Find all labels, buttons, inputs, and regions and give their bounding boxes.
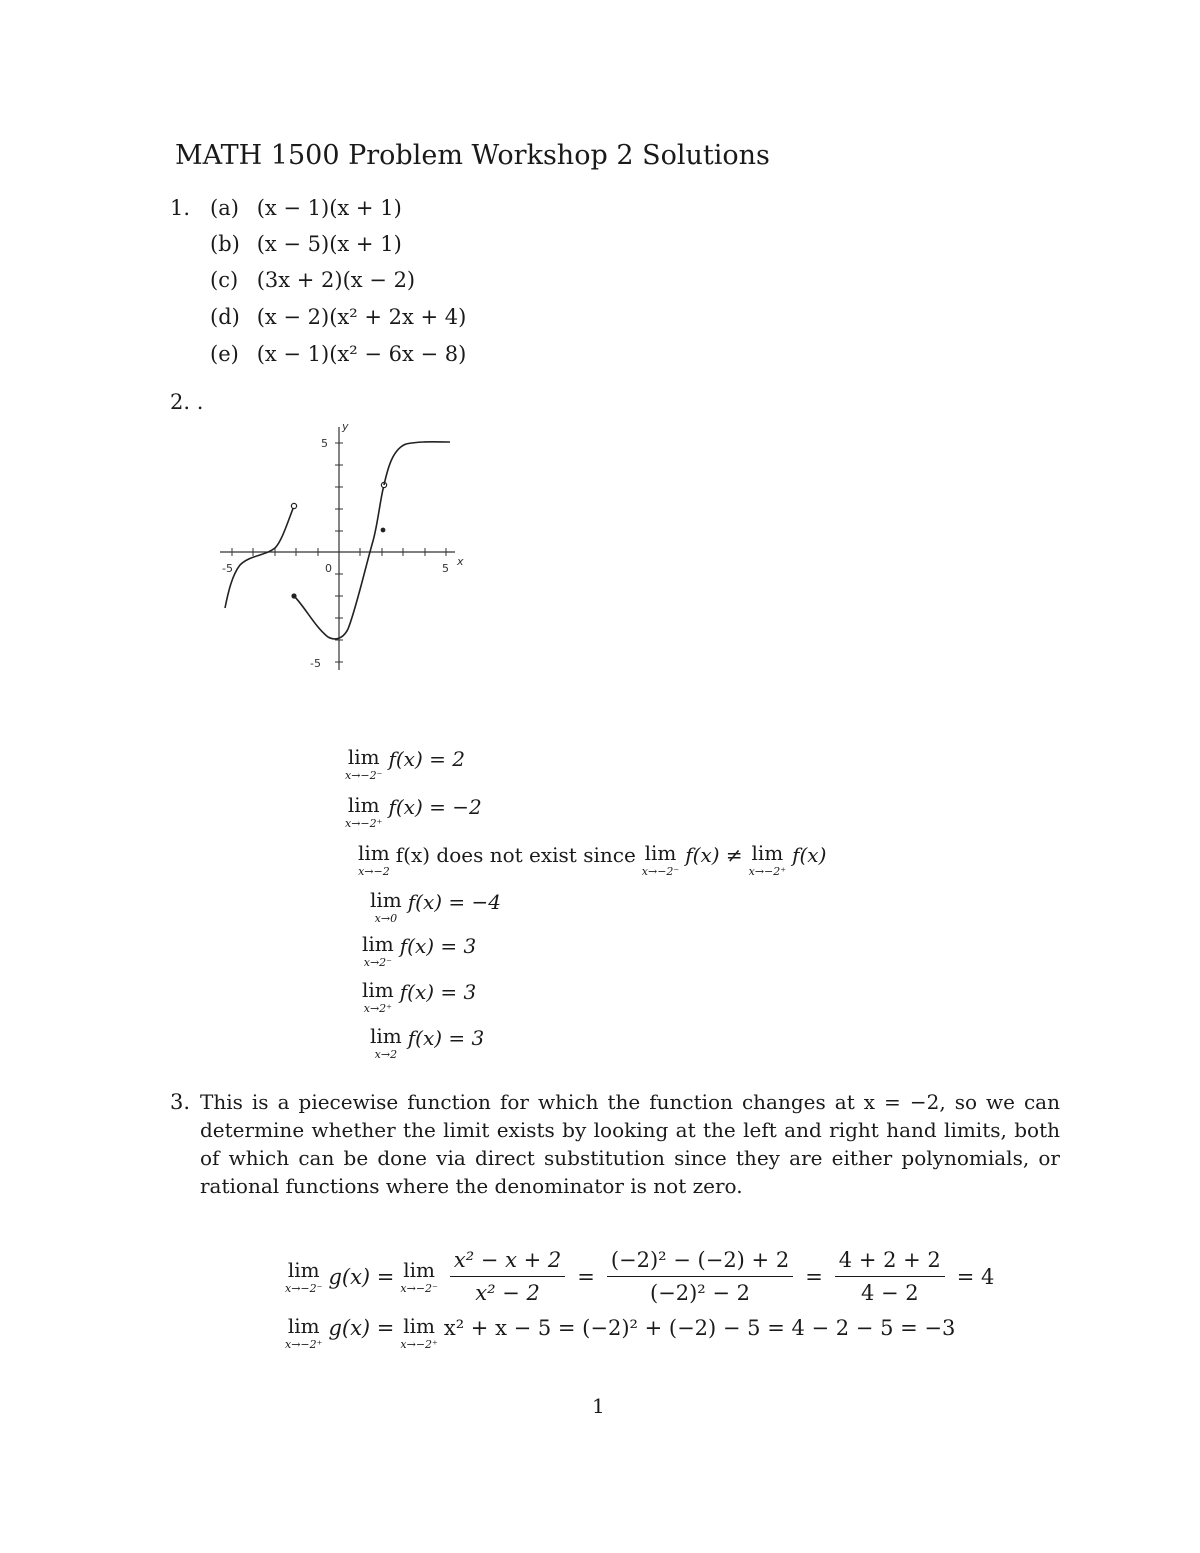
lim-word: lim xyxy=(370,1024,402,1048)
lim-subscript: x→−2⁺ xyxy=(345,817,383,830)
part-expression: (x − 1)(x² − 6x − 8) xyxy=(256,342,467,366)
fraction-denominator: (−2)² − 2 xyxy=(649,1281,751,1305)
fraction-2 xyxy=(607,1248,793,1305)
fraction-numerator: (−2)² − (−2) + 2 xyxy=(607,1248,793,1277)
limit-line-2 xyxy=(345,795,482,829)
fraction-3 xyxy=(835,1248,945,1305)
lim-word: lim xyxy=(362,978,394,1002)
lim-word: lim xyxy=(347,745,380,769)
lim-subscript: x→−2⁺ xyxy=(285,1338,323,1351)
page-title: MATH 1500 Problem Workshop 2 Solutions xyxy=(175,140,770,171)
problem-3-text: This is a piecewise function for which the function changes at x = −2, so we can determine whether the limit exists by looking at the left and right hand limits, both of which can be done via direct substitution since they are either polynomials, or rational functions where the denominator is not zero. xyxy=(200,1090,1060,1198)
part-expression: (x − 1)(x + 1) xyxy=(256,196,402,220)
equation-lhs: g(x) = xyxy=(328,1264,395,1289)
equals-sign: = xyxy=(805,1264,823,1289)
limit-result: f(x) = 3 xyxy=(399,934,477,958)
limit-line-5 xyxy=(362,934,476,968)
function-graph xyxy=(210,415,480,690)
closed-point-middle xyxy=(291,593,296,598)
lim-word: lim xyxy=(370,888,402,912)
equation-result: = 4 xyxy=(956,1264,995,1289)
y-axis-label: y xyxy=(342,420,349,433)
fraction-denominator: 4 − 2 xyxy=(860,1281,919,1305)
lim-word: lim xyxy=(362,932,394,956)
lim-subscript: x→2⁺ xyxy=(363,1002,392,1015)
lim-subscript: x→−2⁻ xyxy=(345,769,383,782)
lim-subscript: x→−2 xyxy=(358,865,390,878)
lim-word: lim xyxy=(403,1314,436,1338)
part-label: (a) xyxy=(210,196,239,220)
open-point-left xyxy=(291,503,296,508)
fraction-1 xyxy=(450,1248,565,1305)
lim-subscript: x→−2⁺ xyxy=(400,1338,438,1351)
problem-2-number: 2. . xyxy=(170,390,204,414)
limit-result: f(x) xyxy=(792,843,827,867)
lim-subscript: x→−2⁻ xyxy=(400,1281,438,1295)
fraction-numerator: 4 + 2 + 2 xyxy=(835,1248,945,1277)
limit-result: f(x) = −4 xyxy=(407,890,502,914)
curve-right-piece xyxy=(384,442,450,485)
lim-word: lim xyxy=(644,841,677,865)
fraction-numerator: x² − x + 2 xyxy=(450,1248,565,1277)
limit-line-3 xyxy=(358,843,826,877)
y-tick-label-top: 5 xyxy=(321,437,328,450)
part-expression: (x − 2)(x² + 2x + 4) xyxy=(256,305,467,329)
limit-line-6 xyxy=(362,980,476,1014)
limit-result: f(x) ≠ xyxy=(685,843,743,867)
origin-label: 0 xyxy=(325,562,332,575)
problem-1d xyxy=(210,305,466,329)
part-label: (b) xyxy=(210,232,240,256)
lim-subscript: x→−2⁺ xyxy=(748,865,787,878)
part-expression: (3x + 2)(x − 2) xyxy=(256,268,416,292)
lim-word: lim xyxy=(403,1257,436,1282)
limit-result: f(x) = 3 xyxy=(407,1026,485,1050)
x-tick-label-right: 5 xyxy=(442,562,449,575)
problem-1e xyxy=(210,342,466,366)
equation-left-limit xyxy=(285,1248,994,1305)
lim-word: lim xyxy=(287,1314,320,1338)
limit-line-4 xyxy=(370,890,501,924)
equals-sign: = xyxy=(577,1264,595,1289)
lim-word: lim xyxy=(358,841,390,865)
lim-subscript: x→−2⁻ xyxy=(285,1281,323,1295)
part-label: (c) xyxy=(210,268,239,292)
lim-word: lim xyxy=(287,1257,320,1282)
limit-line-7 xyxy=(370,1026,484,1060)
equation-right-limit xyxy=(285,1316,955,1350)
equation-lhs: g(x) = xyxy=(328,1316,395,1340)
problem-1a xyxy=(210,196,402,220)
lim-word: lim xyxy=(347,793,380,817)
isolated-point xyxy=(381,528,386,533)
limit-result: f(x) = 3 xyxy=(399,980,477,1004)
problem-1b xyxy=(210,232,402,256)
limit-result: f(x) does not exist since xyxy=(395,843,636,867)
limit-line-1 xyxy=(345,747,465,781)
fraction-denominator: x² − 2 xyxy=(475,1281,540,1305)
y-tick-label-bottom: -5 xyxy=(310,657,321,670)
problem-1c xyxy=(210,268,415,292)
part-label: (e) xyxy=(210,342,239,366)
equation-rhs: x² + x − 5 = (−2)² + (−2) − 5 = 4 − 2 − 5 = −3 xyxy=(443,1316,956,1340)
lim-subscript: x→−2⁻ xyxy=(641,865,680,878)
limit-result: f(x) = −2 xyxy=(388,795,482,819)
x-axis-label: x xyxy=(457,555,464,568)
lim-subscript: x→2⁻ xyxy=(363,956,392,969)
lim-word: lim xyxy=(751,841,784,865)
curve-left-piece xyxy=(225,506,294,608)
part-label: (d) xyxy=(210,305,240,329)
part-expression: (x − 5)(x + 1) xyxy=(256,232,402,256)
lim-subscript: x→2 xyxy=(374,1048,398,1061)
problem-3-number: 3. xyxy=(170,1090,191,1114)
lim-subscript: x→0 xyxy=(374,912,398,925)
problem-1-number: 1. xyxy=(170,196,191,220)
limit-result: f(x) = 2 xyxy=(388,747,465,771)
x-tick-label-left: -5 xyxy=(222,562,233,575)
page-number: 1 xyxy=(592,1394,605,1418)
